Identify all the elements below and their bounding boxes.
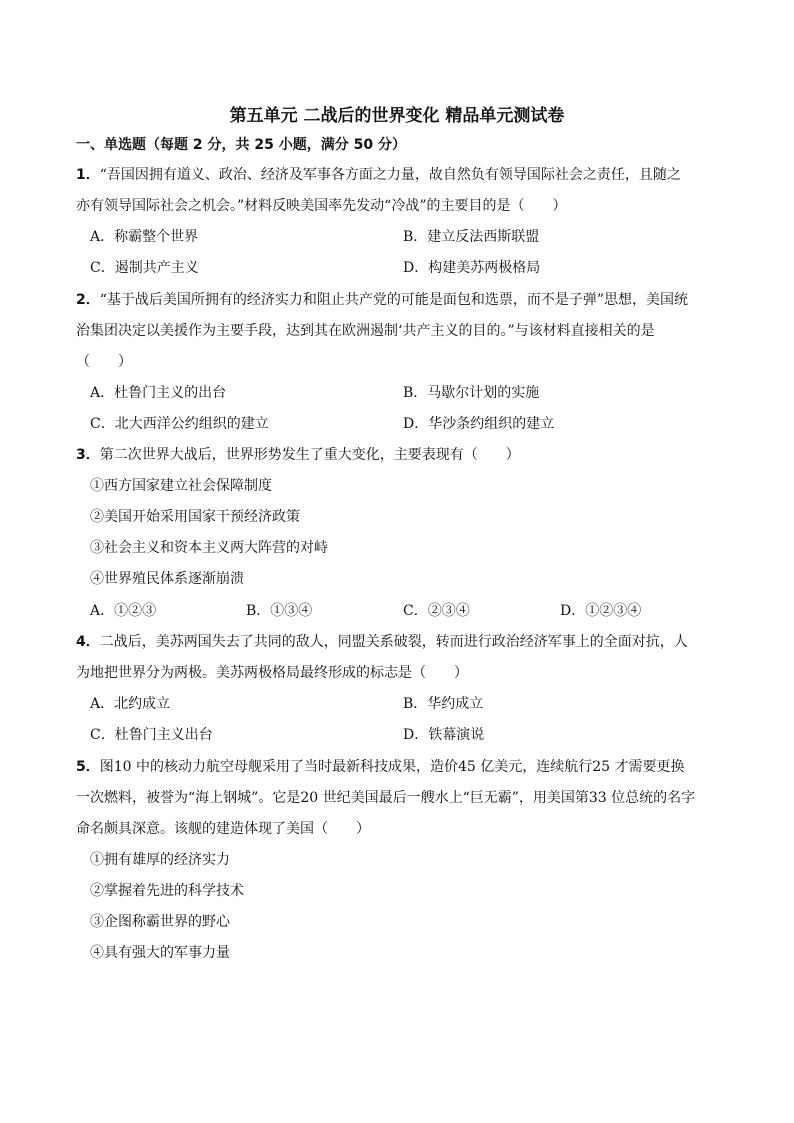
- question-4: [76, 631, 688, 653]
- statement-item: ①西方国家建立社会保障制度: [90, 478, 272, 494]
- option-c[interactable]: C．杜鲁门主义出台: [90, 727, 213, 743]
- option-c[interactable]: C．遏制共产主义: [90, 260, 199, 276]
- option-a[interactable]: A．北约成立: [90, 696, 171, 712]
- option-b[interactable]: B．建立反法西斯联盟: [403, 229, 540, 245]
- statement-item: ②掌握着先进的科学技术: [90, 883, 244, 899]
- option-c[interactable]: C．②③④: [403, 603, 470, 619]
- option-d[interactable]: D．①②③④: [560, 603, 642, 619]
- page-title: 第五单元 二战后的世界变化 精品单元测试卷: [229, 106, 565, 126]
- question-text: 图10 中的核动力航空母舰采用了当时最新科技成果，造价45 亿美元，连续航行25 才需要更换: [99, 759, 685, 775]
- option-b[interactable]: B．马歇尔计划的实施: [403, 385, 540, 401]
- question-number: 1．: [76, 167, 100, 183]
- option-b[interactable]: B．华约成立: [403, 696, 484, 712]
- question-number: 5．: [76, 759, 100, 775]
- statement-item: ②美国开始采用国家干预经济政策: [90, 509, 300, 525]
- question-text: （ ）: [76, 354, 132, 370]
- option-a[interactable]: A．称霸整个世界: [90, 229, 199, 245]
- question-text: 为地把世界分为两极。美苏两极格局最终形成的标志是（ ）: [76, 665, 468, 681]
- question-number: 2．: [76, 292, 100, 308]
- statement-item: ①拥有雄厚的经济实力: [90, 852, 230, 868]
- question-2: [76, 289, 688, 311]
- question-number: 3．: [76, 447, 100, 463]
- section-heading: 一、单选题（每题 2 分，共 25 小题，满分 50 分）: [76, 137, 406, 153]
- option-c[interactable]: C．北大西洋公约组织的建立: [90, 416, 269, 432]
- question-1: [76, 164, 681, 186]
- question-text: “吾国因拥有道义、政治、经济及军事各方面之力量，故自然负有领导国际社会之责任，且随之: [99, 167, 681, 183]
- question-number: 4．: [76, 634, 100, 650]
- option-d[interactable]: D．构建美苏两极格局: [403, 260, 541, 276]
- question-text: 治集团决定以美援作为主要手段，达到其在欧洲遏制‘共产主义的目的。”与该材料直接相关的是: [76, 323, 655, 339]
- statement-item: ④具有强大的军事力量: [90, 945, 230, 961]
- option-d[interactable]: D．华沙条约组织的建立: [403, 416, 555, 432]
- question-text: 命名颇具深意。该舰的建造体现了美国（ ）: [76, 821, 370, 837]
- option-a[interactable]: A．①②③: [90, 603, 157, 619]
- option-a[interactable]: A．杜鲁门主义的出台: [90, 385, 227, 401]
- question-text: 第二次世界大战后，世界形势发生了重大变化，主要表现有（ ）: [99, 447, 520, 463]
- statement-item: ④世界殖民体系逐渐崩溃: [90, 571, 244, 587]
- question-text: 二战后，美苏两国失去了共同的敌人，同盟关系破裂，转而进行政治经济军事上的全面对抗，人: [99, 634, 688, 650]
- question-text: 一次燃料，被誉为“海上钢城”。它是20 世纪美国最后一艘水上“巨无霸”，用美国第33 位总统的名字: [76, 790, 696, 806]
- question-text: 亦有领导国际社会之机会。”材料反映美国率先发动“冷战”的主要目的是（ ）: [76, 198, 567, 214]
- statement-item: ③社会主义和资本主义两大阵营的对峙: [90, 540, 328, 556]
- option-b[interactable]: B．①③④: [246, 603, 313, 619]
- question-text: “基于战后美国所拥有的经济实力和阻止共产党的可能是面包和选票，而不是子弹”思想，美国统: [99, 292, 689, 308]
- question-5: [76, 756, 685, 778]
- question-3: [76, 444, 520, 466]
- statement-item: ③企图称霸世界的野心: [90, 914, 230, 930]
- option-d[interactable]: D．铁幕演说: [403, 727, 485, 743]
